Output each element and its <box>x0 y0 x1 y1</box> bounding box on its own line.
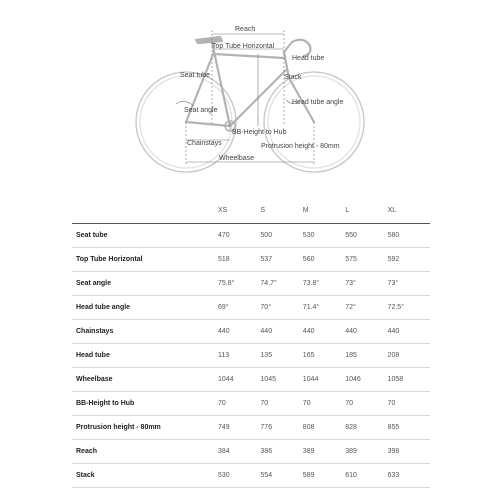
bike-diagram-svg <box>0 0 500 185</box>
table-row <box>72 224 430 248</box>
geometry-table <box>72 197 430 488</box>
table-row <box>72 464 430 488</box>
cell-value: 71.4° <box>303 296 345 320</box>
table-row <box>72 392 430 416</box>
cell-value: 70° <box>260 296 302 320</box>
bike-geometry-diagram <box>0 0 500 185</box>
cell-value: 776 <box>260 416 302 440</box>
cell-value: 74.7° <box>260 272 302 296</box>
cell-value: 208 <box>388 344 430 368</box>
label-wheelbase: Wheelbase <box>219 155 255 162</box>
size-header: S <box>260 197 302 224</box>
cell-value: 1046 <box>345 368 387 392</box>
size-header: L <box>345 197 387 224</box>
header-blank <box>72 197 218 224</box>
cell-value: 1058 <box>388 368 430 392</box>
label-seat-angle: Seat angle <box>184 107 218 114</box>
cell-value: 72° <box>345 296 387 320</box>
cell-value: 386 <box>260 440 302 464</box>
cell-value: 70 <box>260 392 302 416</box>
cell-value: 537 <box>260 248 302 272</box>
cell-value: 73° <box>345 272 387 296</box>
cell-value: 70 <box>388 392 430 416</box>
cell-value: 580 <box>388 224 430 248</box>
label-seat-tube: Seat tube <box>180 72 210 79</box>
cell-value: 1044 <box>218 368 260 392</box>
label-head-tube: Head tube <box>292 55 325 62</box>
cell-value: 518 <box>218 248 260 272</box>
cell-value: 135 <box>260 344 302 368</box>
cell-value: 1044 <box>303 368 345 392</box>
cell-value: 70 <box>345 392 387 416</box>
table-row <box>72 440 430 464</box>
cell-value: 389 <box>345 440 387 464</box>
table-row <box>72 368 430 392</box>
label-chainstays: Chainstays <box>187 140 222 147</box>
cell-value: 470 <box>218 224 260 248</box>
cell-value: 554 <box>260 464 302 488</box>
cell-value: 389 <box>303 440 345 464</box>
cell-value: 828 <box>345 416 387 440</box>
row-label: Reach <box>72 440 218 464</box>
table-row <box>72 320 430 344</box>
cell-value: 75.8° <box>218 272 260 296</box>
cell-value: 440 <box>388 320 430 344</box>
row-label: BB-Height to Hub <box>72 392 218 416</box>
cell-value: 70 <box>218 392 260 416</box>
cell-value: 550 <box>345 224 387 248</box>
cell-value: 560 <box>303 248 345 272</box>
row-label: Stack <box>72 464 218 488</box>
label-protrusion: Protrusion height - 80mm <box>261 143 340 150</box>
table-row <box>72 416 430 440</box>
cell-value: 440 <box>218 320 260 344</box>
row-label: Protrusion height - 80mm <box>72 416 218 440</box>
label-reach: Reach <box>235 26 256 33</box>
cell-value: 575 <box>345 248 387 272</box>
table-header-row <box>72 197 430 224</box>
table-row <box>72 272 430 296</box>
cell-value: 398 <box>388 440 430 464</box>
cell-value: 72.5° <box>388 296 430 320</box>
cell-value: 440 <box>303 320 345 344</box>
row-label: Top Tube Horizontal <box>72 248 218 272</box>
cell-value: 530 <box>218 464 260 488</box>
cell-value: 1045 <box>260 368 302 392</box>
row-label: Seat tube <box>72 224 218 248</box>
cell-value: 633 <box>388 464 430 488</box>
label-bb-height: BB-Height to Hub <box>232 129 287 136</box>
cell-value: 73.8° <box>303 272 345 296</box>
cell-value: 384 <box>218 440 260 464</box>
cell-value: 500 <box>260 224 302 248</box>
cell-value: 808 <box>303 416 345 440</box>
cell-value: 440 <box>260 320 302 344</box>
row-label: Seat angle <box>72 272 218 296</box>
cell-value: 73° <box>388 272 430 296</box>
cell-value: 610 <box>345 464 387 488</box>
cell-value: 530 <box>303 224 345 248</box>
cell-value: 185 <box>345 344 387 368</box>
cell-value: 440 <box>345 320 387 344</box>
label-top-tube: Top Tube Horizontal <box>212 43 275 50</box>
cell-value: 589 <box>303 464 345 488</box>
size-header: XL <box>388 197 430 224</box>
cell-value: 855 <box>388 416 430 440</box>
row-label: Chainstays <box>72 320 218 344</box>
cell-value: 165 <box>303 344 345 368</box>
label-stack: Stack <box>284 74 302 81</box>
table-row <box>72 248 430 272</box>
cell-value: 749 <box>218 416 260 440</box>
cell-value: 69° <box>218 296 260 320</box>
cell-value: 113 <box>218 344 260 368</box>
table-row <box>72 296 430 320</box>
table-row <box>72 344 430 368</box>
size-header: XS <box>218 197 260 224</box>
cell-value: 70 <box>303 392 345 416</box>
label-head-tube-angle: Head tube angle <box>292 99 344 106</box>
cell-value: 592 <box>388 248 430 272</box>
row-label: Wheelbase <box>72 368 218 392</box>
row-label: Head tube angle <box>72 296 218 320</box>
size-header: M <box>303 197 345 224</box>
row-label: Head tube <box>72 344 218 368</box>
